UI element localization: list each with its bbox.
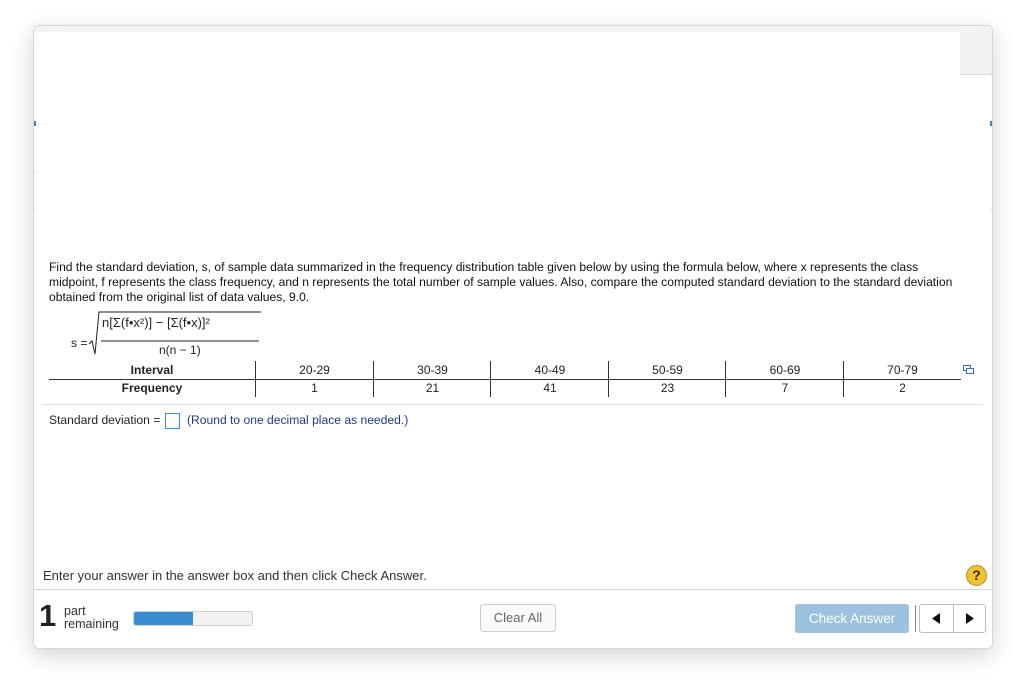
- interval-cell: 70-79: [887, 363, 918, 377]
- progress-fill: [134, 612, 193, 625]
- frequency-cell: 2: [899, 381, 906, 395]
- question-window: [33, 25, 993, 649]
- frequency-cell: 1: [311, 381, 318, 395]
- left-marker: [34, 121, 36, 126]
- section-divider: [42, 404, 983, 405]
- parts-remaining-count: 1: [39, 598, 57, 633]
- window-top-strip: [34, 26, 992, 32]
- frequency-label: Frequency: [121, 381, 183, 395]
- table-column-divider: [843, 361, 844, 397]
- left-divider: [34, 209, 36, 210]
- instruction-text: Enter your answer in the answer box and then click Check Answer.: [43, 568, 427, 583]
- interval-row: [49, 361, 961, 379]
- formula-numerator: n[Σ(f•x²)] − [Σ(f•x)]²: [102, 315, 210, 330]
- right-side-panel: [960, 32, 992, 75]
- nav-separator: [915, 605, 916, 632]
- progress-bar: [133, 611, 253, 626]
- previous-button[interactable]: [920, 605, 954, 632]
- interval-cell: 60-69: [769, 363, 801, 377]
- answer-hint: (Round to one decimal place as needed.): [187, 413, 409, 427]
- interval-cell: 50-59: [652, 363, 683, 377]
- right-divider: [990, 209, 992, 210]
- frequency-cell: 41: [543, 381, 557, 395]
- clear-all-button[interactable]: Clear All: [480, 604, 556, 632]
- next-button[interactable]: [953, 605, 986, 632]
- formula: [71, 310, 311, 362]
- answer-label: Standard deviation =: [49, 413, 161, 427]
- table-column-divider: [608, 361, 609, 397]
- check-answer-button[interactable]: Check Answer: [795, 604, 909, 633]
- table-column-divider: [490, 361, 491, 397]
- frequency-cell: 7: [781, 381, 789, 395]
- interval-label: Interval: [130, 363, 174, 377]
- interval-cell: 30-39: [417, 363, 448, 377]
- frequency-row: [49, 379, 961, 397]
- right-divider: [990, 73, 992, 74]
- parts-label-line1: part: [64, 604, 86, 618]
- interval-cell: 40-49: [534, 363, 566, 377]
- formula-denominator: n(n − 1): [159, 343, 201, 357]
- table-column-divider: [373, 361, 374, 397]
- copy-icon[interactable]: [963, 365, 974, 374]
- prev-arrow-icon: [920, 605, 953, 632]
- question-text: Find the standard deviation, s, of sample data summarized in the frequency distribution table given below by using the formula below, where x represents the class midpoint, f represents the class frequency, and n represents the total number of sample values. Also, compare the computed standard deviation to the standard deviation obtained from the original list of data values, 9.0.: [49, 260, 953, 304]
- table-column-divider: [255, 361, 256, 397]
- question-nav: [919, 604, 986, 633]
- interval-cell: 20-29: [299, 363, 330, 377]
- frequency-cell: 21: [425, 381, 440, 395]
- right-marker: [990, 121, 992, 126]
- answer-input[interactable]: [165, 413, 180, 429]
- parts-remaining-label: [64, 605, 119, 631]
- footer-bar: [34, 589, 992, 649]
- table-column-divider: [725, 361, 726, 397]
- answer-line: [49, 411, 408, 429]
- left-divider: [34, 171, 36, 172]
- parts-label-line2: remaining: [64, 617, 119, 631]
- next-arrow-icon: [953, 605, 986, 632]
- frequency-cell: 23: [660, 381, 675, 395]
- formula-label: s =: [71, 336, 88, 350]
- help-icon[interactable]: ?: [966, 565, 987, 586]
- frequency-table: [49, 361, 961, 397]
